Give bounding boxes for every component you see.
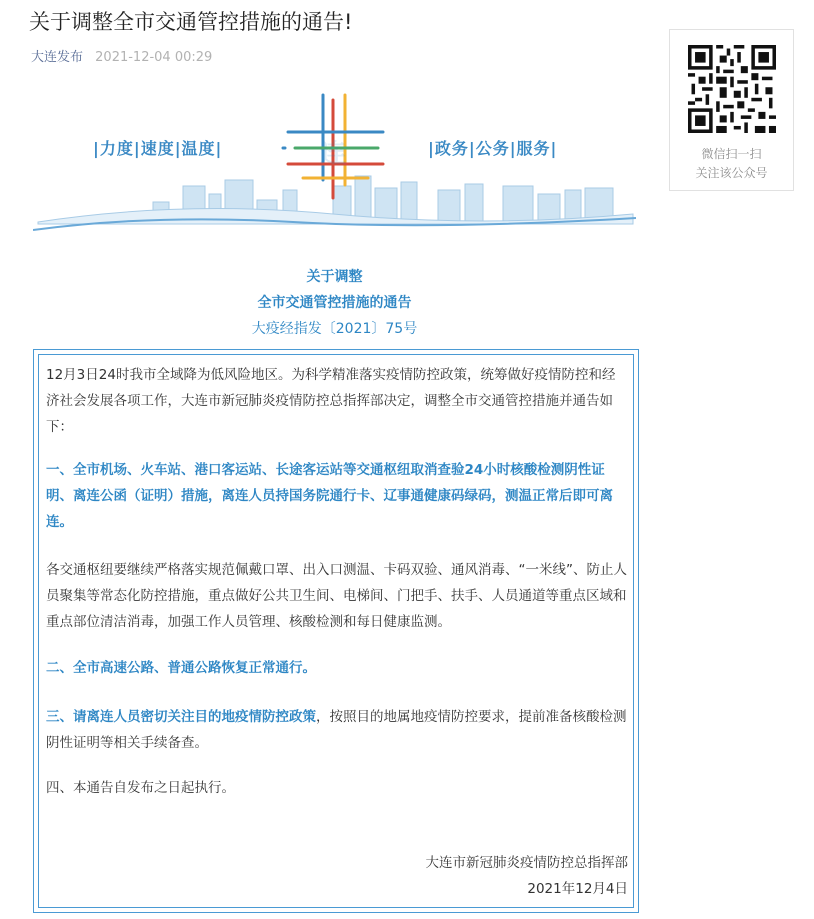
notice-item-1-detail: 各交通枢纽要继续严格落实规范佩戴口罩、出入口测温、卡码双验、通风消毒、“一米线”、防止人员聚集等常态化防控措施，重点做好公共卫生间、电梯间、门把手、扶手、人员通道等重点区域和重点部位清洁消毒，加强工作人员管理、核酸检测和每日健康监测。: [46, 562, 627, 630]
article-meta: [31, 46, 212, 65]
notice-item-4: 四、本通告自发布之日起执行。: [46, 780, 235, 796]
qr-caption-follow: 关注该公众号: [695, 166, 768, 180]
qr-caption-scan: 微信扫一扫: [701, 147, 762, 161]
city-skyline-graphic: [33, 90, 636, 240]
article-title: 关于调整全市交通管控措施的通告!: [29, 10, 353, 34]
author-link[interactable]: 大连发布: [31, 50, 84, 65]
header-banner: [33, 90, 636, 240]
notice-item-1: 一、全市机场、火车站、港口客运站、长途客运站等交通枢纽取消查验24小时核酸检测阴性证明、离连公函（证明）措施，离连人员持国务院通行卡、辽事通健康码绿码，测温正常后即可离连。: [46, 462, 613, 530]
notice-signer: 大连市新冠肺炎疫情防控总指挥部: [425, 855, 628, 871]
notice-doc-number: 大疫经指发〔2021〕75号: [251, 321, 418, 337]
notice-item-2: 二、全市高速公路、普通公路恢复正常通行。: [46, 660, 316, 676]
notice-item-3-highlight: 三、请离连人员密切关注目的地疫情防控政策: [46, 709, 316, 725]
publish-date: 2021-12-04 00:29: [95, 50, 213, 65]
notice-sign-date: 2021年12月4日: [527, 881, 628, 897]
notice-intro: 12月3日24时我市全域降为低风险地区。为科学精准落实疫情防控政策，统筹做好疫情防控和经济社会发展各项工作，大连市新冠肺炎疫情防控总指挥部决定，调整全市交通管控措施并通告如下：: [46, 367, 616, 435]
notice-heading-2: 全市交通管控措施的通告: [257, 295, 412, 311]
qr-code-icon[interactable]: [688, 45, 776, 133]
banner-logo-text: 连: [319, 139, 347, 169]
qr-code-panel: [669, 29, 794, 191]
notice-item-3-rest: ，按照目的地属地疫情防控要求，提前准备核酸检测阴性证明等相关手续备查。: [46, 709, 627, 751]
banner-slogan-left: |力度|速度|温度|: [93, 139, 223, 158]
notice-heading-1: 关于调整: [306, 269, 363, 285]
banner-slogan-right: |政务|公务|服务|: [428, 139, 558, 158]
notice-item-3: [46, 704, 628, 756]
